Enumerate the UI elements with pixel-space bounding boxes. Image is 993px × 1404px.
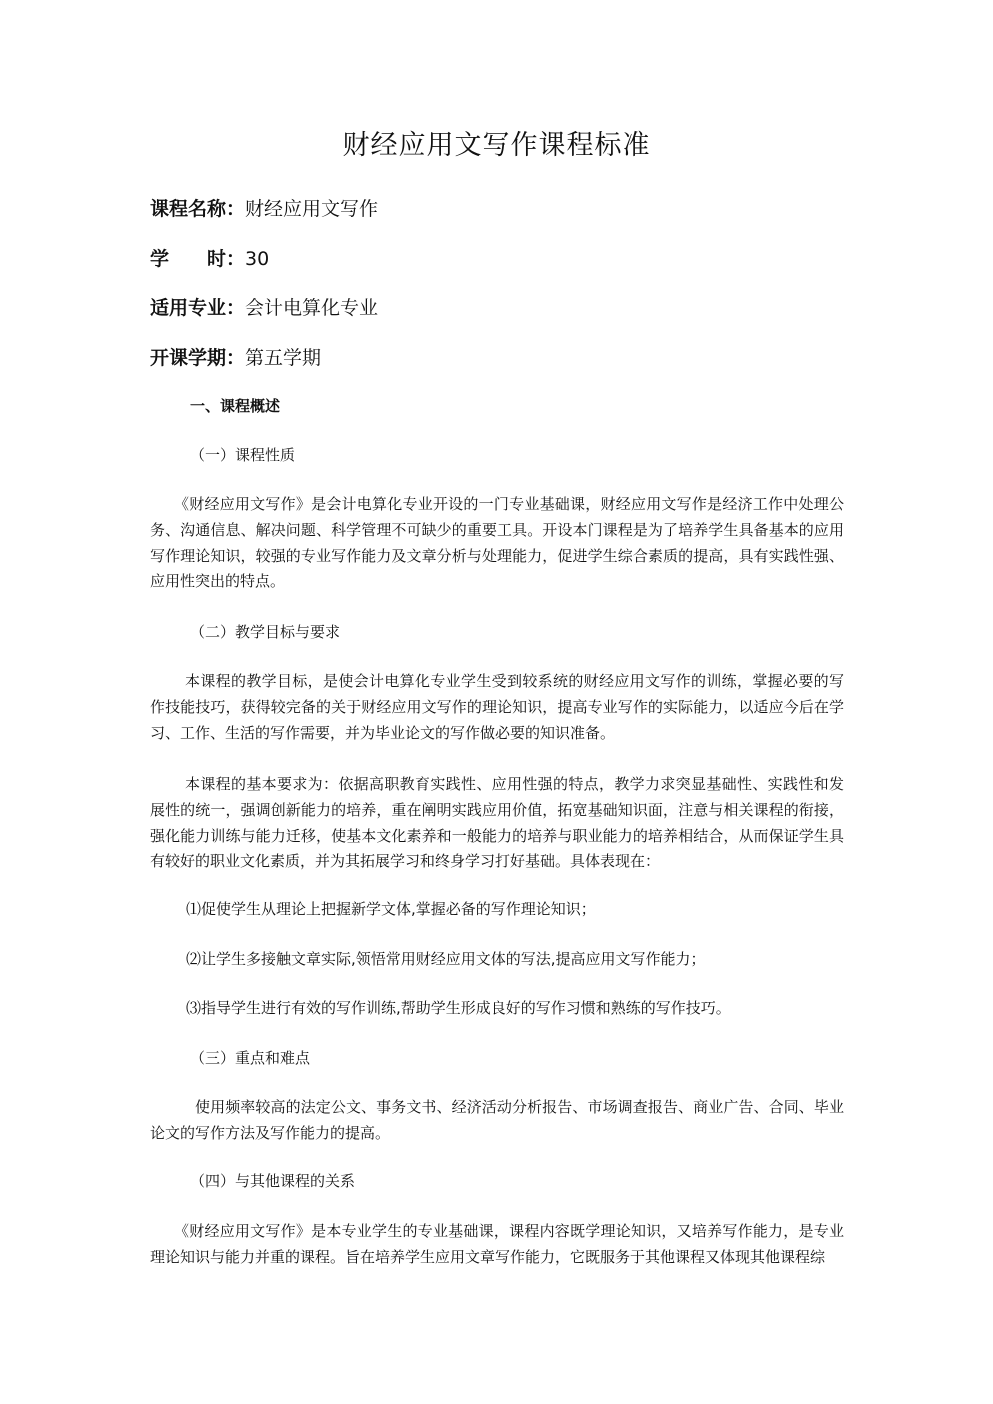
document-title: 财经应用文写作课程标准 bbox=[342, 130, 651, 161]
requirement-item-3: ⑶指导学生进行有效的写作训练,帮助学生形成良好的写作习惯和熟练的写作技巧。 bbox=[186, 999, 731, 1017]
paragraph-requirements: 本课程的基本要求为：依据高职教育实践性、应用性强的特点，教学力求突显基础性、实践性和发展性的统一，强调创新能力的培养，重在阐明实践应用价值，拓宽基础知识面，注意与相关课程的衔接，强化能力训练与能力迁移，使基本文化素养和一般能力的培养与职业能力的培养相结合，从而保证学生具有较好的职业文化素质，并为其拓展学习和终身学习打好基础。具体表现在： bbox=[150, 775, 844, 871]
major-label: 适用专业： bbox=[150, 297, 246, 319]
course-name-label: 课程名称： bbox=[150, 198, 246, 220]
hours-label-part1: 学 bbox=[150, 248, 170, 270]
term-label: 开课学期： bbox=[150, 347, 246, 369]
paragraph-goals: 本课程的教学目标，是使会计电算化专业学生受到较系统的财经应用文写作的训练，掌握必要的写作技能技巧，获得较完备的关于财经应用文写作的理论知识，提高专业写作的实际能力，以适应今后在学习、工作、生活的写作需要，并为毕业论文的写作做必要的知识准备。 bbox=[150, 672, 844, 742]
requirement-item-2: ⑵让学生多接触文章实际,领悟常用财经应用文体的写法,提高应用文写作能力； bbox=[186, 950, 706, 968]
paragraph-relations: 《财经应用文写作》是本专业学生的专业基础课，课程内容既学理论知识，又培养写作能力，是专业理论知识与能力并重的课程。旨在培养学生应用文章写作能力，它既服务于其他课程又体现其他课程综 bbox=[150, 1222, 844, 1266]
course-name-value: 财经应用文写作 bbox=[245, 198, 379, 220]
subsection-heading-key-points: （三）重点和难点 bbox=[190, 1049, 311, 1067]
paragraph-nature: 《财经应用文写作》是会计电算化专业开设的一门专业基础课，财经应用文写作是经济工作中处理公务、沟通信息、解决问题、科学管理不可缺少的重要工具。开设本门课程是为了培养学生具备基本的应用写作理论知识，较强的专业写作能力及文章分析与处理能力，促进学生综合素质的提高，具有实践性强、应用性突出的特点。 bbox=[150, 495, 844, 591]
subsection-heading-relations: （四）与其他课程的关系 bbox=[190, 1172, 356, 1190]
major-line bbox=[150, 295, 378, 321]
hours-value: 30 bbox=[245, 248, 270, 270]
paragraph-key-points: 使用频率较高的法定公文、事务文书、经济活动分析报告、市场调查报告、商业广告、合同、毕业论文的写作方法及写作能力的提高。 bbox=[150, 1098, 844, 1142]
hours-label-part2: 时： bbox=[207, 248, 246, 270]
subsection-heading-goals: （二）教学目标与要求 bbox=[190, 623, 341, 641]
term-line bbox=[150, 345, 321, 371]
section-heading-overview: 一、课程概述 bbox=[190, 397, 281, 415]
subsection-heading-nature: （一）课程性质 bbox=[190, 446, 296, 464]
hours-line bbox=[150, 246, 269, 272]
course-name-line bbox=[150, 196, 378, 222]
requirement-item-1: ⑴促使学生从理论上把握新学文体,掌握必备的写作理论知识； bbox=[186, 900, 596, 918]
major-value: 会计电算化专业 bbox=[245, 297, 379, 319]
term-value: 第五学期 bbox=[245, 347, 322, 369]
